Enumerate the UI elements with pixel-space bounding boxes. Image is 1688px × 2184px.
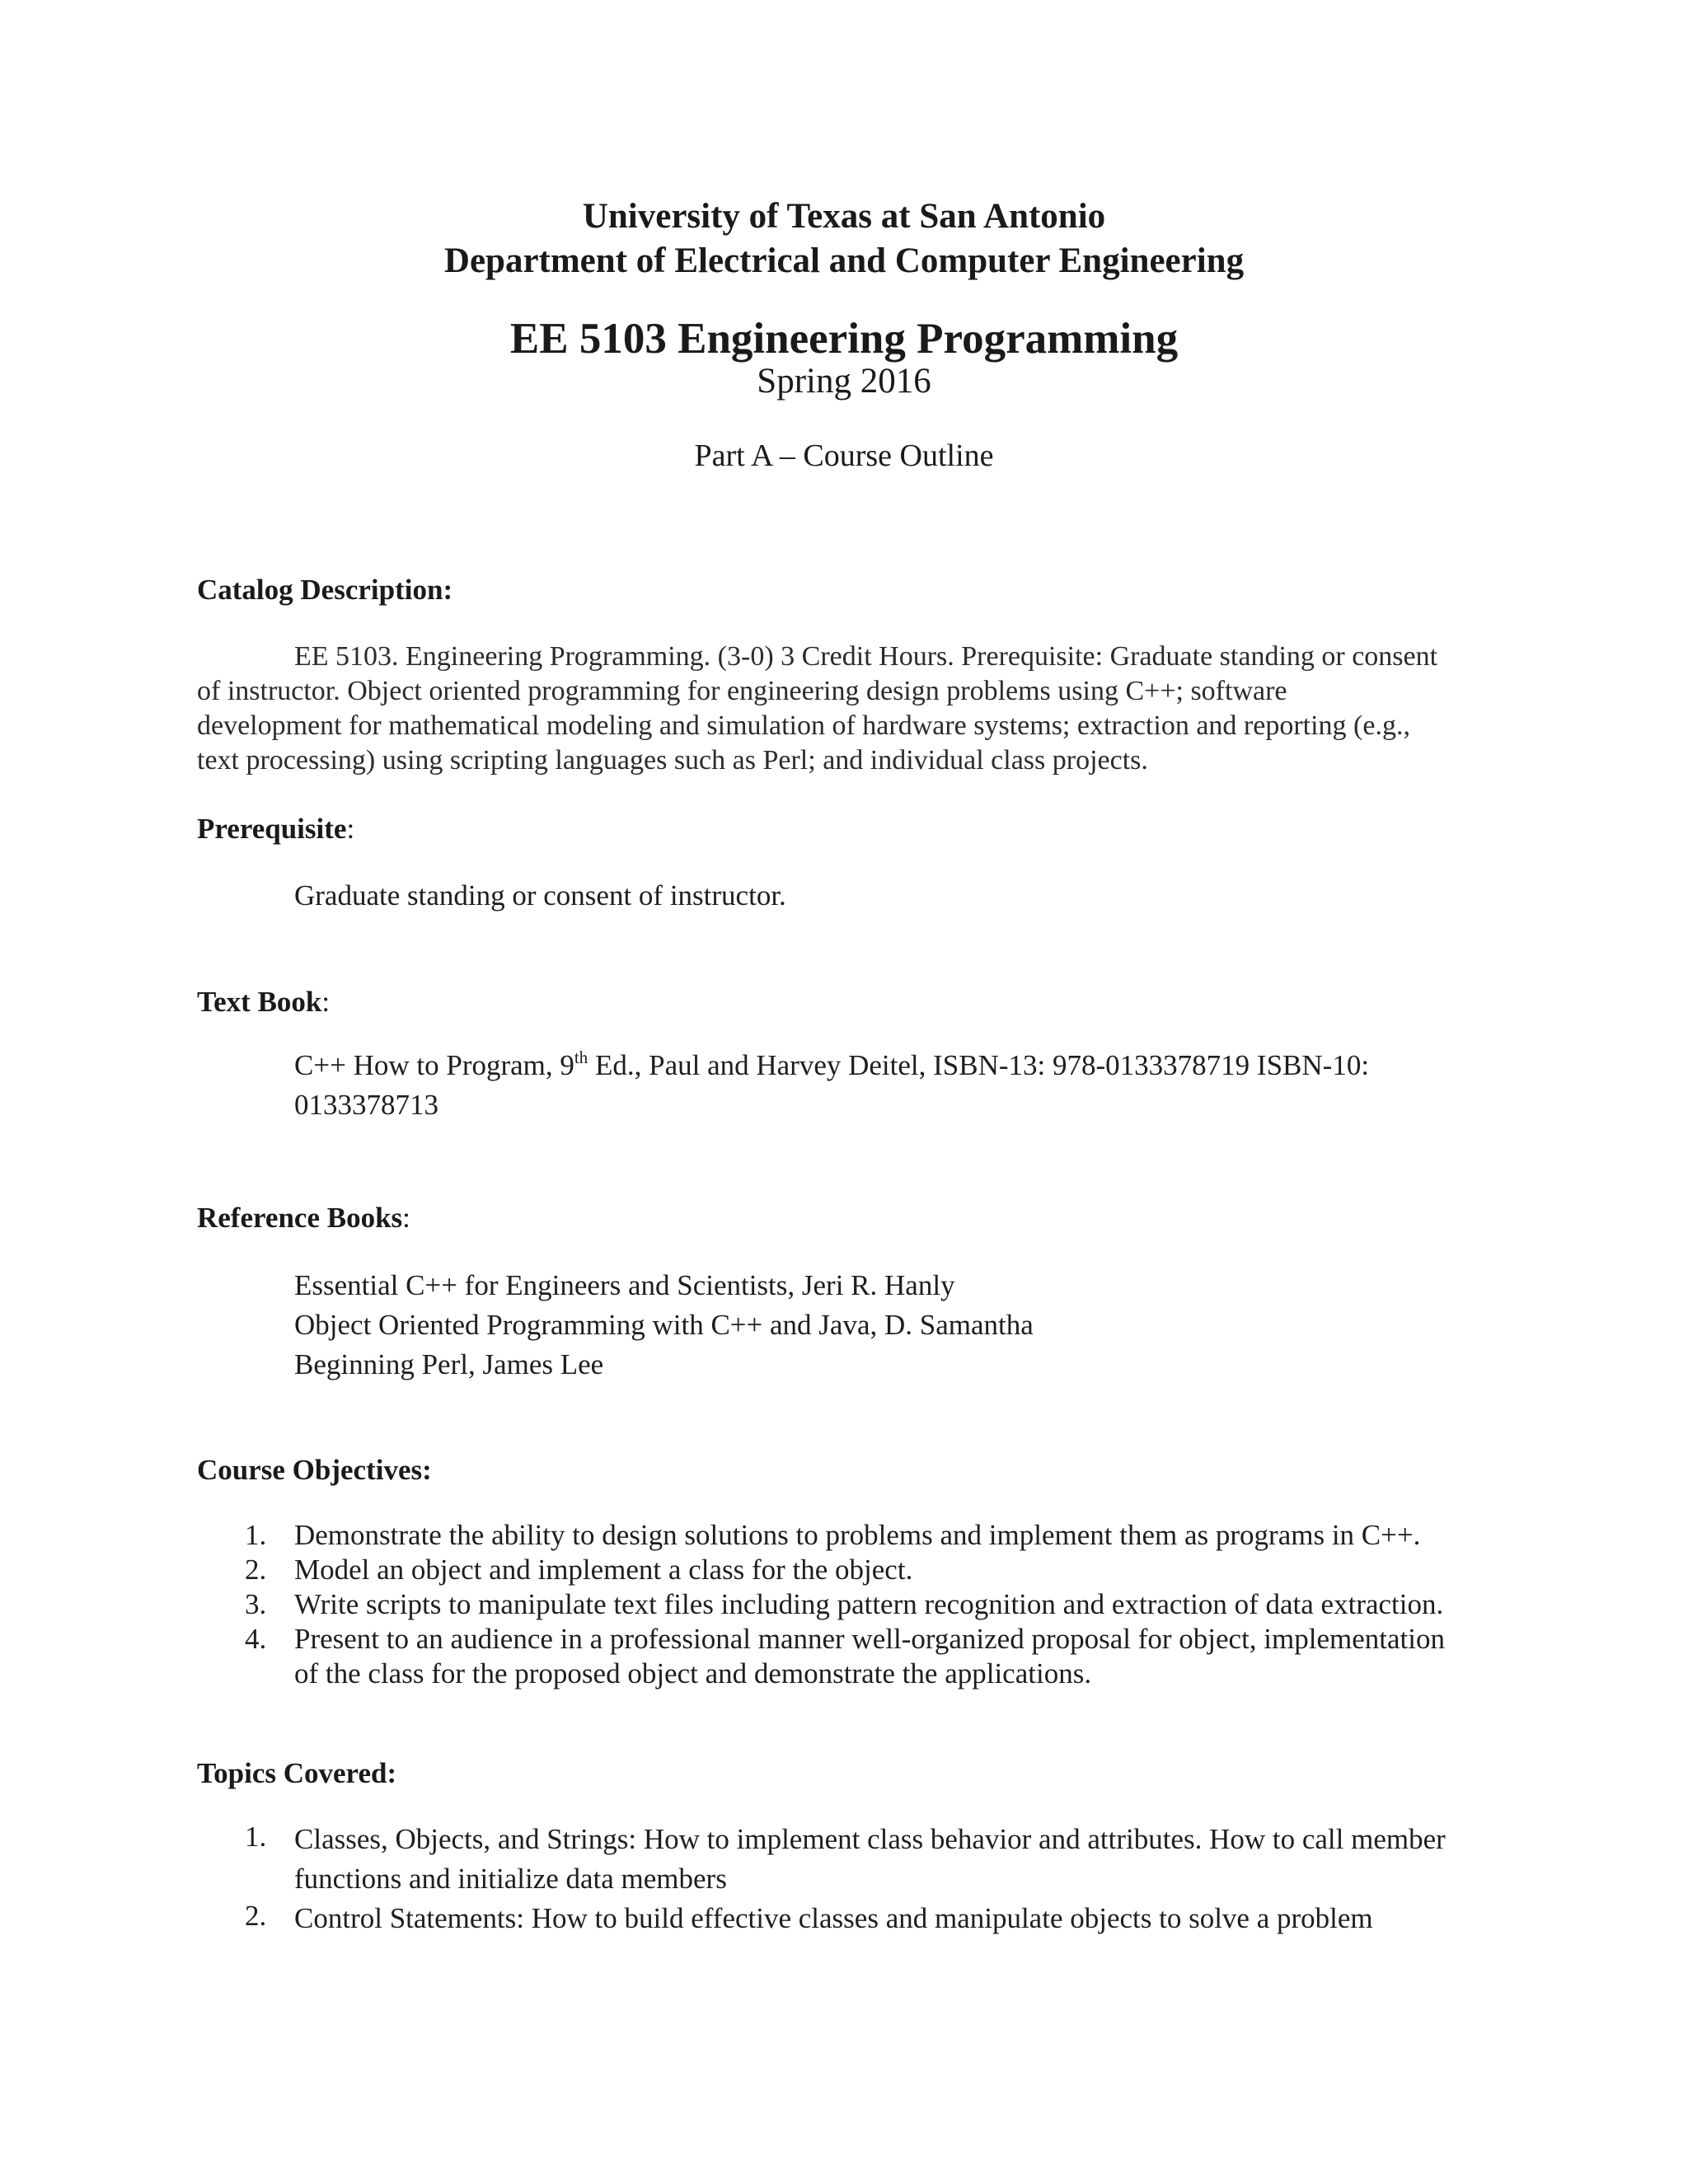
catalog-line: text processing) using scripting languages such as Perl; and individual class projects.	[197, 745, 1148, 776]
catalog-line: of instructor. Object oriented programming for engineering design problems using C++; software	[197, 676, 1287, 706]
textbook-entry: C++ How to Program, 9th Ed., Paul and Harvey Deitel, ISBN-13: 978-0133378719 ISBN-10: 0133378713	[294, 1047, 1370, 1121]
catalog-heading: Catalog Description:	[197, 574, 453, 606]
prerequisite-heading: Prerequisite:	[197, 813, 355, 845]
topics-list	[197, 1820, 1524, 1938]
objectives-list	[197, 1518, 1524, 1691]
list-item: 4. Present to an audience in a professional manner well-organized proposal for object, implementation of the class for the proposed object and demonstrate the applications.	[245, 1623, 1445, 1690]
catalog-description	[197, 640, 1516, 778]
department-name: Department of Electrical and Computer Engineering	[443, 241, 1245, 280]
topics-heading: Topics Covered:	[197, 1757, 397, 1789]
list-item: 2. Model an object and implement a class for the object.	[245, 1554, 913, 1586]
part-title: Part A – Course Outline	[694, 438, 994, 473]
list-item: 1. Demonstrate the ability to design solutions to problems and implement them as programs in C++.	[245, 1519, 1421, 1551]
objectives-heading: Course Objectives:	[197, 1454, 432, 1486]
list-item: 3. Write scripts to manipulate text files including pattern recognition and extraction of data extraction.	[245, 1588, 1444, 1620]
list-item: Essential C++ for Engineers and Scientists, Jeri R. Hanly	[294, 1269, 955, 1301]
list-item: Beginning Perl, James Lee	[294, 1348, 604, 1380]
prerequisite-text: Graduate standing or consent of instructor.	[294, 879, 786, 912]
list-item: 2. Control Statements: How to build effective classes and manipulate objects to solve a problem	[245, 1900, 1373, 1934]
reference-books-heading: Reference Books:	[197, 1202, 410, 1234]
catalog-line: EE 5103. Engineering Programming. (3-0) 3 Credit Hours. Prerequisite: Graduate standing or consent	[294, 641, 1438, 672]
list-item: 1. Classes, Objects, and Strings: How to implement class behavior and attributes. How to call member functions and initialize data members	[245, 1821, 1446, 1895]
list-item: Object Oriented Programming with C++ and Java, D. Samantha	[294, 1309, 1034, 1341]
catalog-line: development for mathematical modeling and simulation of hardware systems; extraction and reporting (e.g.,	[197, 710, 1410, 741]
course-title: EE 5103 Engineering Programming	[509, 315, 1179, 363]
course-term: Spring 2016	[757, 362, 931, 401]
textbook-heading: Text Book:	[197, 986, 331, 1018]
reference-books-list	[294, 1266, 1514, 1385]
university-name: University of Texas at San Antonio	[582, 197, 1106, 236]
